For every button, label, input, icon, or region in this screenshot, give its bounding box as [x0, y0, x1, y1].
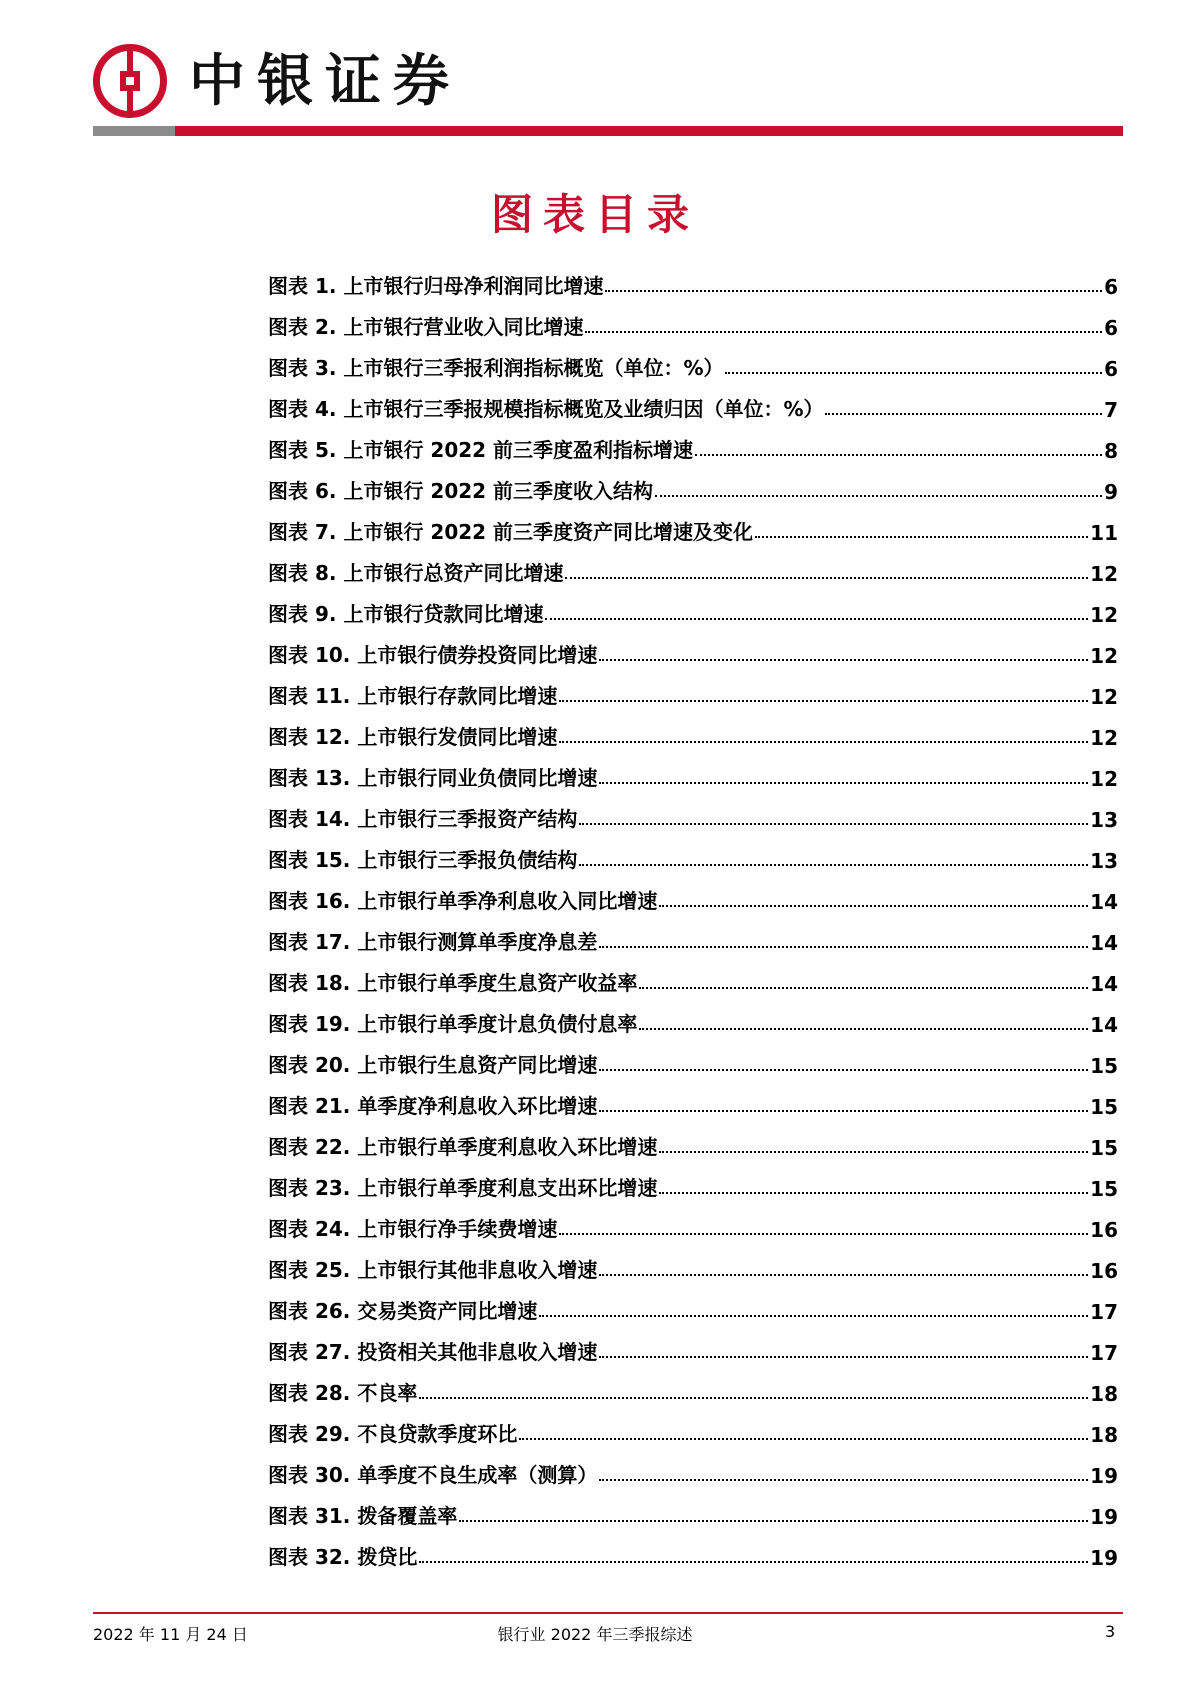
toc-leader-dots [659, 905, 1088, 907]
toc-entry-label: 图表 29. 不良贷款季度环比 [268, 1422, 518, 1446]
toc-leader-dots [539, 1315, 1088, 1317]
toc-entry[interactable] [268, 1447, 1118, 1488]
toc-entry-label: 图表 23. 上市银行单季度利息支出环比增速 [268, 1176, 658, 1200]
toc-leader-dots [579, 864, 1088, 866]
toc-leader-dots [639, 987, 1088, 989]
toc-entry-label: 图表 7. 上市银行 2022 前三季度资产同比增速及变化 [268, 520, 754, 544]
toc-entry-label: 图表 8. 上市银行总资产同比增速 [268, 561, 564, 585]
table-of-figures [268, 258, 1118, 1570]
footer-report-title: 银行业 2022 年三季报综述 [497, 1625, 693, 1644]
toc-entry-page: 12 [1090, 685, 1118, 709]
toc-leader-dots [599, 1356, 1088, 1358]
toc-entry-page: 15 [1090, 1177, 1118, 1201]
toc-entry-page: 12 [1090, 603, 1118, 627]
toc-entry[interactable] [268, 955, 1118, 996]
toc-entry-page: 14 [1090, 1013, 1118, 1037]
toc-entry[interactable] [268, 1529, 1118, 1570]
toc-entry-page: 12 [1090, 767, 1118, 791]
toc-entry-label: 图表 27. 投资相关其他非息收入增速 [268, 1340, 598, 1364]
footer-page-number: 3 [1105, 1622, 1116, 1641]
toc-entry[interactable] [268, 299, 1118, 340]
toc-leader-dots [599, 1069, 1088, 1071]
toc-leader-dots [545, 618, 1088, 620]
toc-entry[interactable] [268, 504, 1118, 545]
toc-entry-page: 6 [1104, 316, 1118, 340]
toc-leader-dots [519, 1438, 1088, 1440]
toc-entry-page: 18 [1090, 1382, 1118, 1406]
toc-entry-label: 图表 20. 上市银行生息资产同比增速 [268, 1053, 598, 1077]
page-header [93, 44, 1123, 126]
toc-entry-page: 12 [1090, 726, 1118, 750]
toc-entry-page: 9 [1104, 480, 1118, 504]
toc-entry-label: 图表 31. 拨备覆盖率 [268, 1504, 458, 1528]
toc-entry-label: 图表 1. 上市银行归母净利润同比增速 [268, 274, 604, 298]
toc-entry-label: 图表 11. 上市银行存款同比增速 [268, 684, 558, 708]
toc-entry-page: 16 [1090, 1259, 1118, 1283]
toc-entry-label: 图表 16. 上市银行单季净利息收入同比增速 [268, 889, 658, 913]
header-rule-red [175, 126, 1123, 136]
toc-entry-label: 图表 2. 上市银行营业收入同比增速 [268, 315, 584, 339]
toc-entry[interactable] [268, 1324, 1118, 1365]
toc-entry-label: 图表 18. 上市银行单季度生息资产收益率 [268, 971, 638, 995]
toc-entry-label: 图表 9. 上市银行贷款同比增速 [268, 602, 544, 626]
toc-entry-page: 19 [1090, 1546, 1118, 1570]
toc-entry-label: 图表 24. 上市银行净手续费增速 [268, 1217, 558, 1241]
toc-entry[interactable] [268, 422, 1118, 463]
toc-entry[interactable] [268, 627, 1118, 668]
toc-entry-label: 图表 30. 单季度不良生成率（测算） [268, 1463, 598, 1487]
toc-entry-label: 图表 19. 上市银行单季度计息负债付息率 [268, 1012, 638, 1036]
toc-entry-label: 图表 28. 不良率 [268, 1381, 418, 1405]
toc-entry-label: 图表 13. 上市银行同业负债同比增速 [268, 766, 598, 790]
toc-leader-dots [725, 372, 1102, 374]
toc-entry-label: 图表 22. 上市银行单季度利息收入环比增速 [268, 1135, 658, 1159]
toc-title: 图表目录 [490, 190, 699, 239]
toc-entry-page: 18 [1090, 1423, 1118, 1447]
toc-entry-page: 14 [1090, 931, 1118, 955]
toc-leader-dots [559, 700, 1088, 702]
toc-entry[interactable] [268, 586, 1118, 627]
toc-entry-label: 图表 25. 上市银行其他非息收入增速 [268, 1258, 598, 1282]
toc-leader-dots [599, 946, 1088, 948]
toc-entry-page: 14 [1090, 972, 1118, 996]
toc-entry-page: 17 [1090, 1341, 1118, 1365]
toc-leader-dots [659, 1151, 1088, 1153]
toc-entry-label: 图表 21. 单季度净利息收入环比增速 [268, 1094, 598, 1118]
toc-leader-dots [559, 741, 1088, 743]
toc-leader-dots [599, 1274, 1088, 1276]
toc-leader-dots [605, 290, 1102, 292]
toc-entry[interactable] [268, 750, 1118, 791]
toc-entry[interactable] [268, 545, 1118, 586]
toc-entry-page: 15 [1090, 1136, 1118, 1160]
toc-entry[interactable] [268, 1365, 1118, 1406]
toc-entry-label: 图表 10. 上市银行债券投资同比增速 [268, 643, 598, 667]
toc-entry-label: 图表 14. 上市银行三季报资产结构 [268, 807, 578, 831]
toc-leader-dots [579, 823, 1088, 825]
toc-entry-page: 12 [1090, 644, 1118, 668]
toc-leader-dots [419, 1397, 1088, 1399]
toc-leader-dots [755, 536, 1088, 538]
toc-leader-dots [825, 413, 1102, 415]
toc-entry[interactable] [268, 832, 1118, 873]
toc-entry[interactable] [268, 258, 1118, 299]
brand-name: 中银证券 [189, 48, 461, 114]
toc-entry[interactable] [268, 709, 1118, 750]
toc-entry[interactable] [268, 791, 1118, 832]
toc-leader-dots [599, 659, 1088, 661]
toc-entry-label: 图表 26. 交易类资产同比增速 [268, 1299, 538, 1323]
toc-entry[interactable] [268, 914, 1118, 955]
toc-entry[interactable] [268, 1283, 1118, 1324]
toc-leader-dots [659, 1192, 1088, 1194]
toc-entry-page: 14 [1090, 890, 1118, 914]
toc-entry[interactable] [268, 1078, 1118, 1119]
toc-entry[interactable] [268, 381, 1118, 422]
toc-entry[interactable] [268, 340, 1118, 381]
toc-entry[interactable] [268, 1242, 1118, 1283]
toc-leader-dots [599, 1479, 1088, 1481]
toc-leader-dots [559, 1233, 1088, 1235]
toc-entry-page: 13 [1090, 808, 1118, 832]
toc-entry[interactable] [268, 996, 1118, 1037]
toc-entry-page: 12 [1090, 562, 1118, 586]
toc-entry-label: 图表 15. 上市银行三季报负债结构 [268, 848, 578, 872]
header-rule-gray [93, 126, 175, 136]
footer-rule [93, 1612, 1123, 1614]
toc-entry[interactable] [268, 1160, 1118, 1201]
toc-entry[interactable] [268, 668, 1118, 709]
toc-entry-page: 6 [1104, 275, 1118, 299]
toc-entry[interactable] [268, 1406, 1118, 1447]
toc-leader-dots [459, 1520, 1088, 1522]
toc-entry-label: 图表 32. 拨贷比 [268, 1545, 418, 1569]
toc-leader-dots [655, 495, 1102, 497]
toc-entry-page: 19 [1090, 1464, 1118, 1488]
toc-entry-page: 16 [1090, 1218, 1118, 1242]
toc-entry-page: 11 [1090, 521, 1118, 545]
toc-leader-dots [585, 331, 1102, 333]
toc-entry[interactable] [268, 463, 1118, 504]
toc-entry-page: 15 [1090, 1054, 1118, 1078]
toc-entry[interactable] [268, 1201, 1118, 1242]
toc-entry[interactable] [268, 1037, 1118, 1078]
toc-entry-label: 图表 4. 上市银行三季报规模指标概览及业绩归因（单位：%） [268, 397, 824, 421]
bank-of-china-logo-icon [93, 44, 167, 118]
toc-leader-dots [599, 1110, 1088, 1112]
toc-entry[interactable] [268, 1119, 1118, 1160]
toc-entry-page: 8 [1104, 439, 1118, 463]
toc-entry-page: 13 [1090, 849, 1118, 873]
toc-leader-dots [599, 782, 1088, 784]
toc-entry-label: 图表 5. 上市银行 2022 前三季度盈利指标增速 [268, 438, 694, 462]
toc-leader-dots [565, 577, 1088, 579]
footer-date: 2022 年 11 月 24 日 [93, 1625, 248, 1644]
toc-entry-page: 15 [1090, 1095, 1118, 1119]
toc-entry[interactable] [268, 873, 1118, 914]
toc-entry-page: 17 [1090, 1300, 1118, 1324]
toc-leader-dots [419, 1561, 1088, 1563]
toc-leader-dots [695, 454, 1102, 456]
toc-entry[interactable] [268, 1488, 1118, 1529]
toc-entry-page: 19 [1090, 1505, 1118, 1529]
toc-entry-label: 图表 17. 上市银行测算单季度净息差 [268, 930, 598, 954]
toc-entry-label: 图表 6. 上市银行 2022 前三季度收入结构 [268, 479, 654, 503]
toc-entry-page: 6 [1104, 357, 1118, 381]
toc-entry-label: 图表 12. 上市银行发债同比增速 [268, 725, 558, 749]
toc-entry-page: 7 [1104, 398, 1118, 422]
toc-leader-dots [639, 1028, 1088, 1030]
toc-entry-label: 图表 3. 上市银行三季报利润指标概览（单位：%） [268, 356, 724, 380]
